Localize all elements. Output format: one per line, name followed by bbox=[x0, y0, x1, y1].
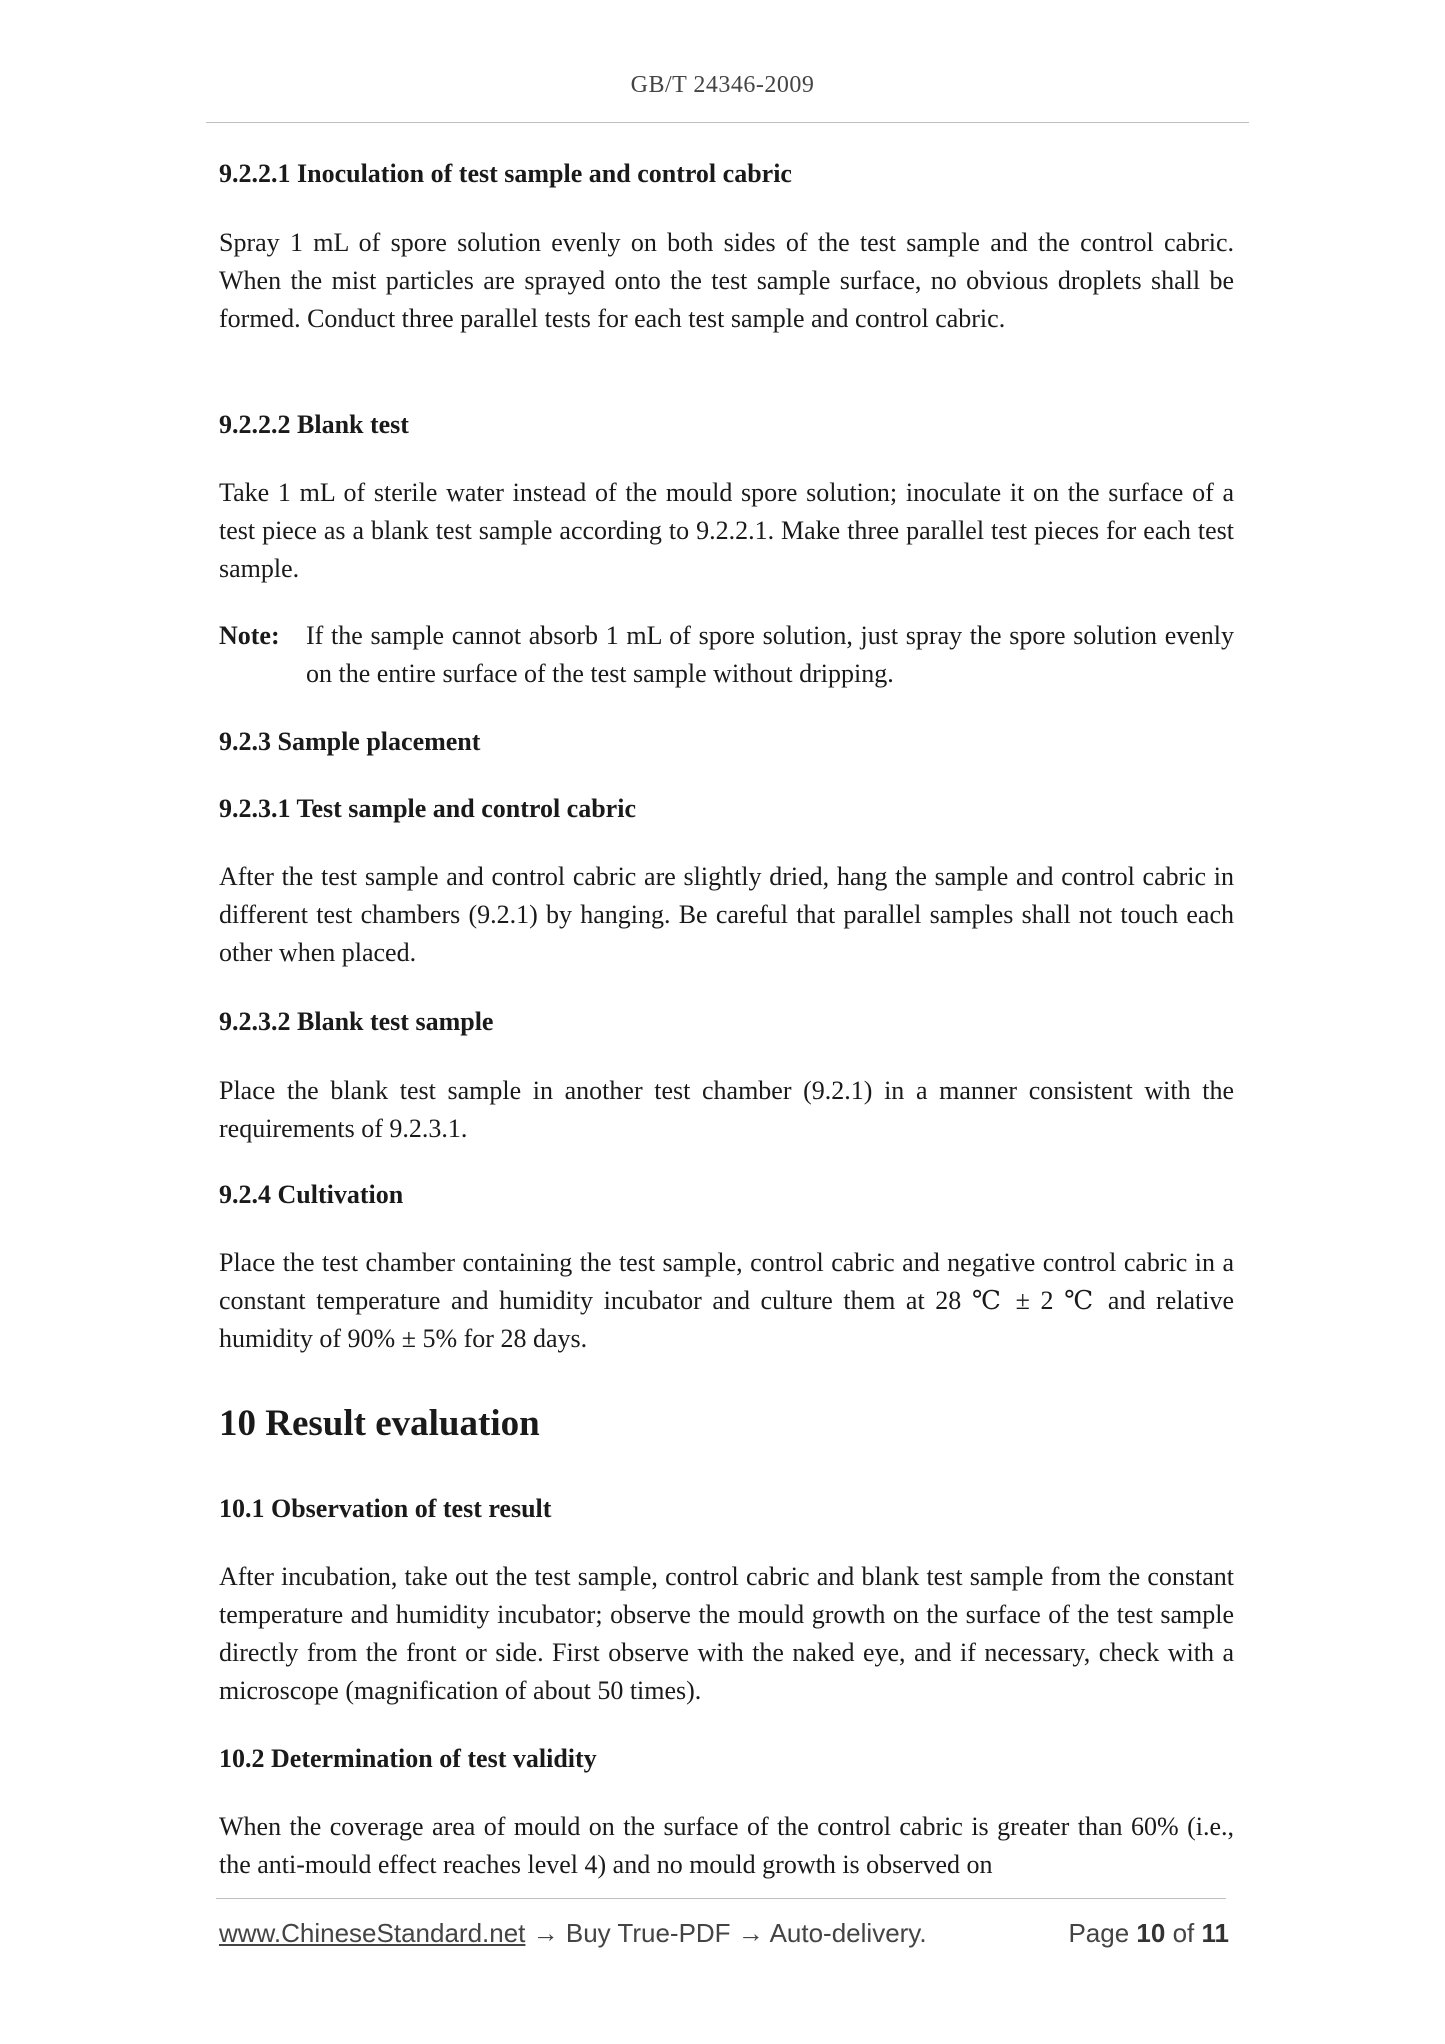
heading-10: 10 Result evaluation bbox=[219, 1403, 540, 1444]
page-number: 10 bbox=[1136, 1918, 1166, 1948]
heading-9-2-4: 9.2.4 Cultivation bbox=[219, 1180, 404, 1209]
page-indicator bbox=[1068, 1918, 1229, 1949]
heading-9-2-3-2: 9.2.3.2 Blank test sample bbox=[219, 1007, 494, 1036]
heading-9-2-2-2: 9.2.2.2 Blank test bbox=[219, 410, 409, 439]
heading-9-2-3: 9.2.3 Sample placement bbox=[219, 727, 481, 756]
paragraph-10-1: After incubation, take out the test sample, control cabric and blank test sample from the constant temperature and humidity incubator; observe the mould growth on the surface of the test sample directly from the front or side. First observe with the naked eye, and if necessary, check with a microscope (magnification of about 50 times). bbox=[219, 1562, 1234, 1705]
site-link[interactable]: www.ChineseStandard.net bbox=[219, 1918, 526, 1948]
note-label: Note: bbox=[219, 621, 280, 650]
footer-left bbox=[219, 1918, 927, 1949]
page-label: Page bbox=[1068, 1918, 1130, 1948]
footer-tagline: → Buy True-PDF → Auto-delivery. bbox=[525, 1918, 927, 1948]
note-text: If the sample cannot absorb 1 mL of spore solution, just spray the spore solution evenly on the entire surface of the test sample without dripping. bbox=[306, 621, 1234, 688]
paragraph-9-2-2-1: Spray 1 mL of spore solution evenly on both sides of the test sample and the control cabric. When the mist particles are sprayed onto the test sample surface, no obvious droplets shall be formed. Conduct three parallel tests for each test sample and control cabric. bbox=[219, 228, 1234, 333]
paragraph-9-2-4: Place the test chamber containing the test sample, control cabric and negative control cabric in a constant temperature and humidity incubator and culture them at 28 ℃ ± 2 ℃ and relative humidity of 90% ± 5% for 28 days. bbox=[219, 1248, 1234, 1353]
heading-10-1: 10.1 Observation of test result bbox=[219, 1494, 552, 1523]
paragraph-10-2: When the coverage area of mould on the surface of the control cabric is greater than 60% (i.e., the anti-mould effect reaches level 4) and no mould growth is observed on bbox=[219, 1812, 1234, 1879]
heading-10-2: 10.2 Determination of test validity bbox=[219, 1744, 597, 1773]
header-divider bbox=[206, 122, 1249, 123]
page-footer bbox=[219, 1918, 1229, 1952]
total-pages: 11 bbox=[1201, 1918, 1229, 1948]
footer-divider bbox=[216, 1898, 1226, 1899]
paragraph-9-2-3-2: Place the blank test sample in another test chamber (9.2.1) in a manner consistent with the requirements of 9.2.3.1. bbox=[219, 1076, 1234, 1143]
paragraph-9-2-3-1: After the test sample and control cabric are slightly dried, hang the sample and control cabric in different test chambers (9.2.1) by hanging. Be careful that parallel samples shall not touch each other when placed. bbox=[219, 862, 1234, 967]
paragraph-9-2-2-2: Take 1 mL of sterile water instead of the mould spore solution; inoculate it on the surface of a test piece as a blank test sample according to 9.2.2.1. Make three parallel test pieces for each test sample. bbox=[219, 478, 1234, 583]
document-header-title: GB/T 24346-2009 bbox=[630, 72, 815, 98]
heading-9-2-2-1: 9.2.2.1 Inoculation of test sample and control cabric bbox=[219, 159, 792, 188]
of-label: of bbox=[1172, 1918, 1195, 1948]
heading-9-2-3-1: 9.2.3.1 Test sample and control cabric bbox=[219, 794, 636, 823]
